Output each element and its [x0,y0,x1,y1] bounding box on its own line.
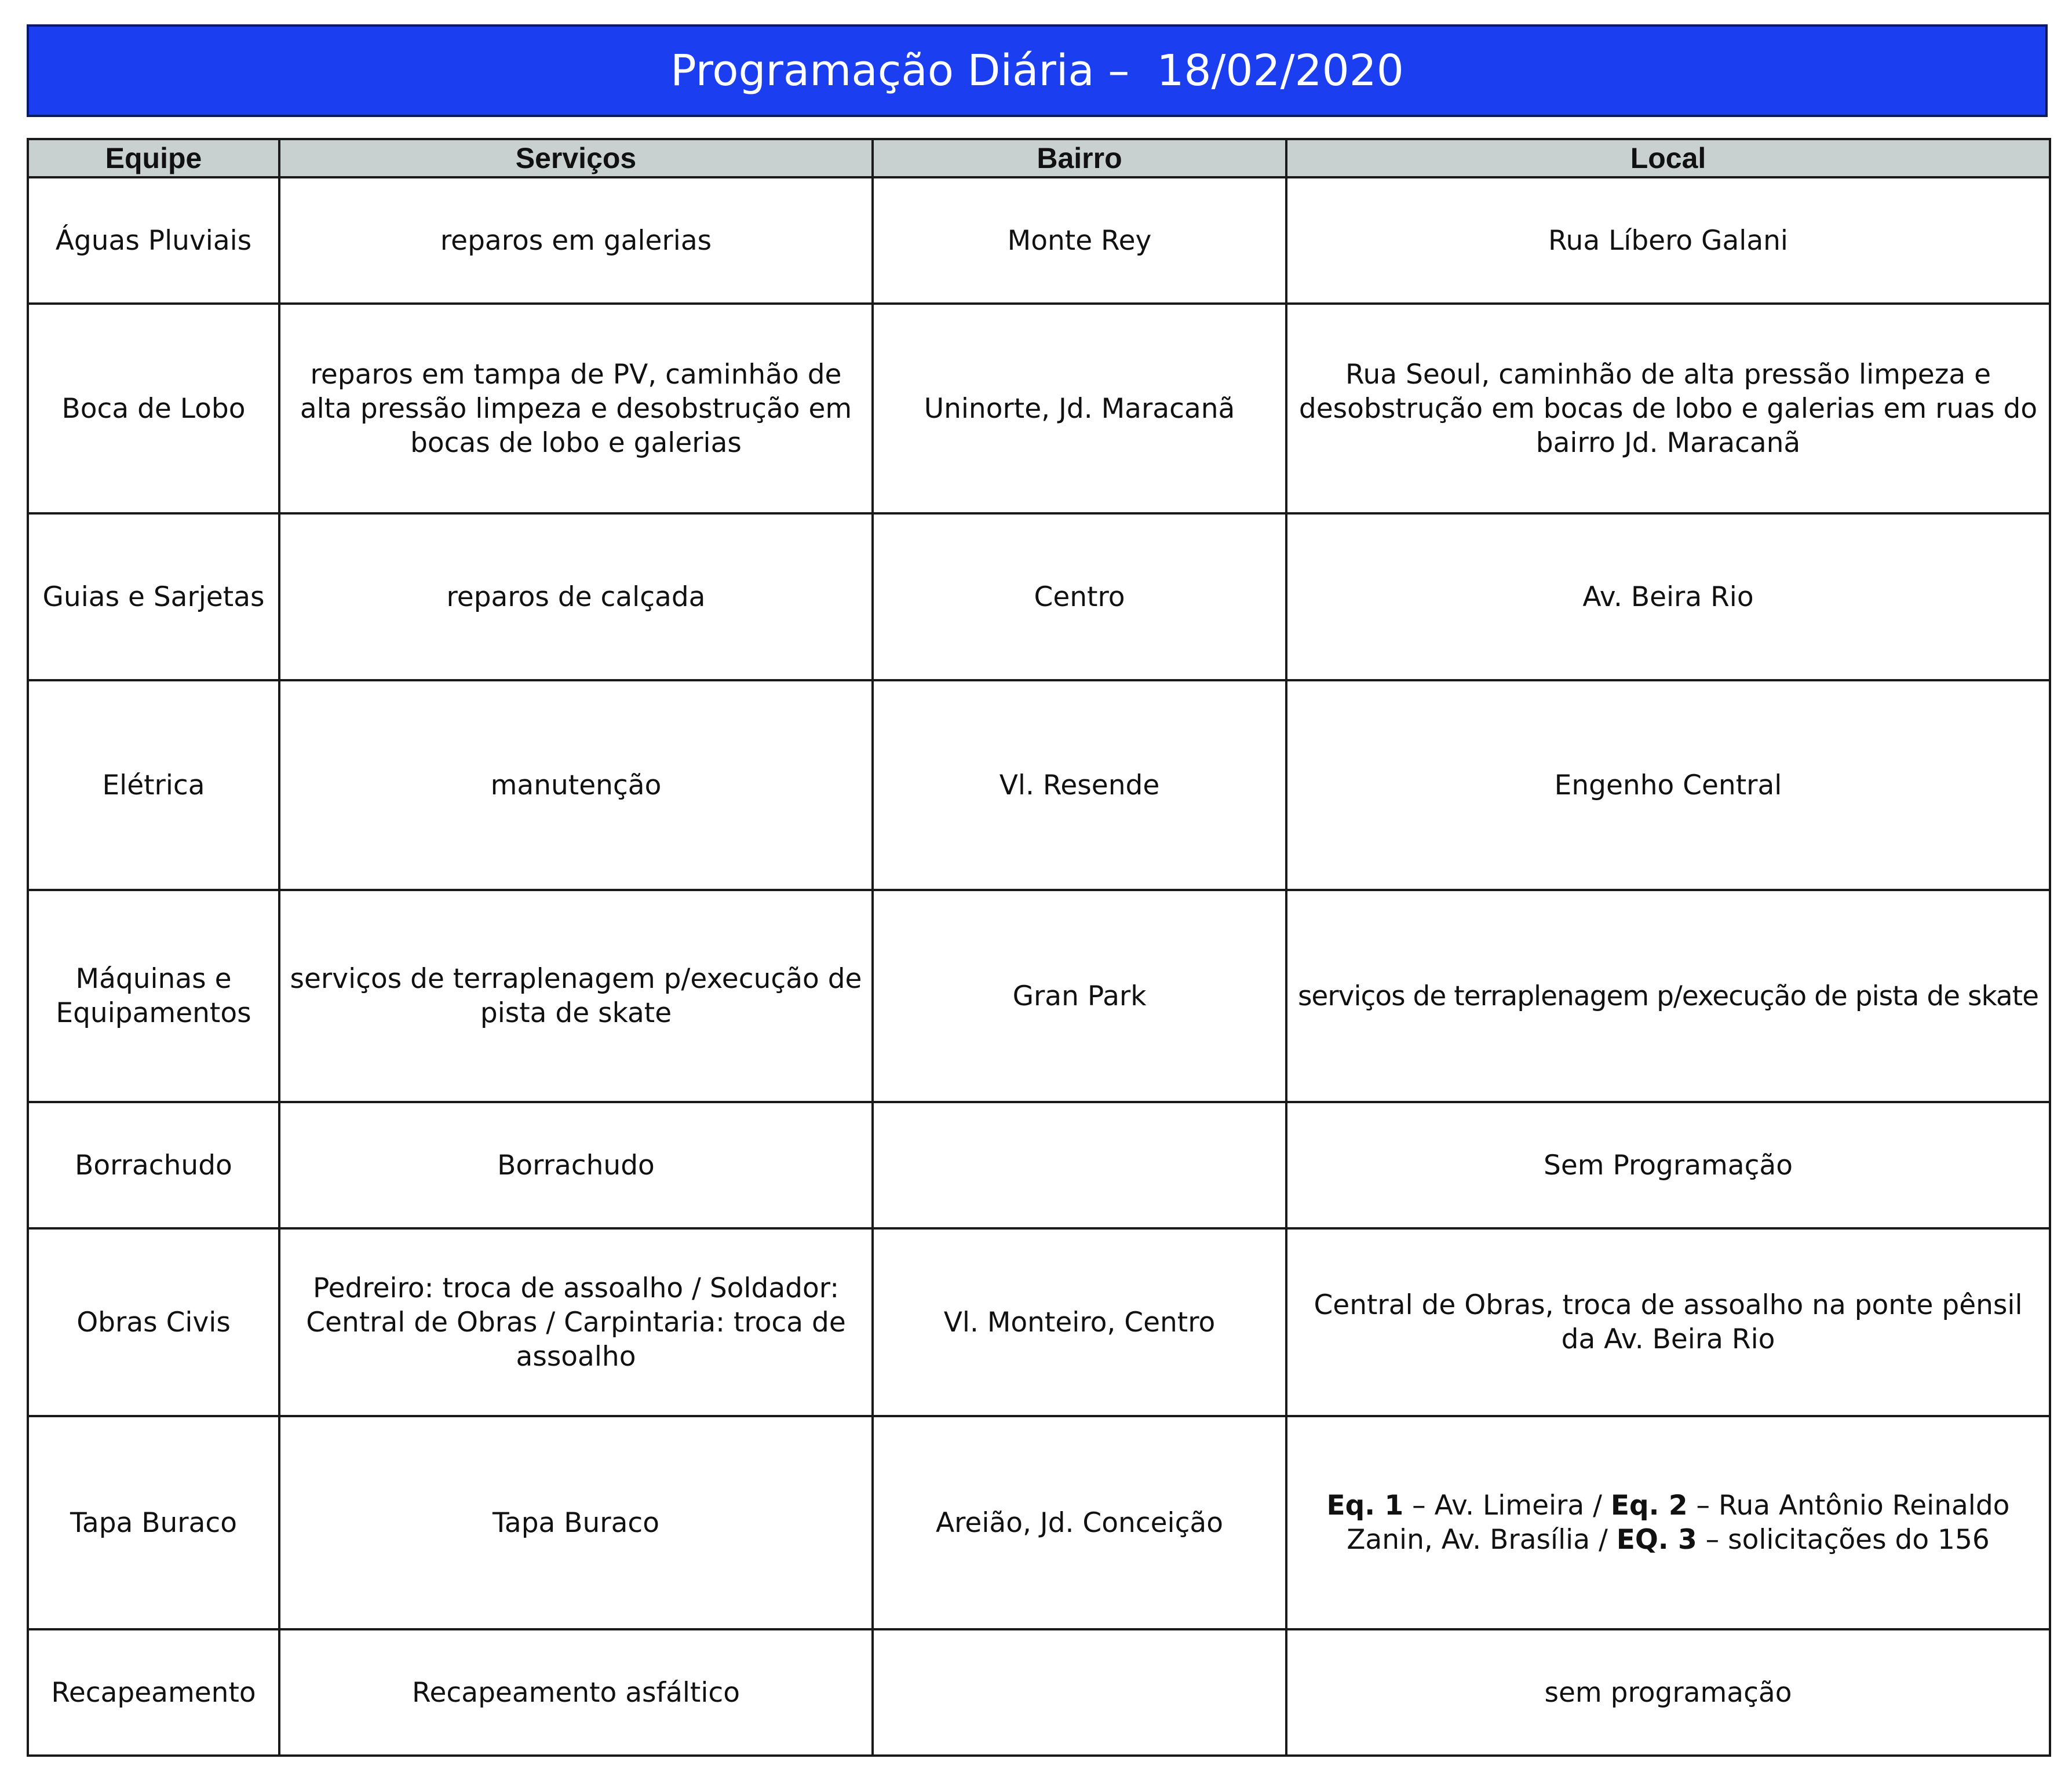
cell-equipe: Tapa Buraco [28,1416,279,1629]
schedule-table [27,138,2051,1757]
cell-servicos: reparos em tampa de PV, caminhão de alta pressão limpeza e desobstrução em bocas de lobo e galerias [279,304,873,513]
cell-servicos: reparos de calçada [279,513,873,680]
cell-bairro: Areião, Jd. Conceição [873,1416,1286,1629]
team-1-location: – Av. Limeira / [1403,1490,1611,1522]
cell-local: sem programação [1286,1629,2050,1756]
cell-bairro: Gran Park [873,890,1286,1102]
cell-local: serviços de terraplenagem p/execução de pista de skate [1286,890,2050,1102]
cell-equipe: Obras Civis [28,1228,279,1416]
cell-local: Rua Seoul, caminhão de alta pressão limpeza e desobstrução em bocas de lobo e galerias em ruas do bairro Jd. Maracanã [1286,304,2050,513]
cell-local: Rua Líbero Galani [1286,177,2050,304]
cell-bairro: Vl. Resende [873,680,1286,890]
cell-servicos: Recapeamento asfáltico [279,1629,873,1756]
cell-servicos: Tapa Buraco [279,1416,873,1629]
cell-local: Av. Beira Rio [1286,513,2050,680]
cell-equipe: Máquinas e Equipamentos [28,890,279,1102]
cell-local: Central de Obras, troca de assoalho na ponte pênsil da Av. Beira Rio [1286,1228,2050,1416]
cell-bairro [873,1629,1286,1756]
column-header-equipe: Equipe [28,139,279,177]
cell-local: Engenho Central [1286,680,2050,890]
cell-equipe: Recapeamento [28,1629,279,1756]
team-3-label: EQ. 3 [1616,1524,1697,1556]
cell-equipe: Borrachudo [28,1102,279,1228]
team-3-location: – solicitações do 156 [1697,1524,1990,1556]
team-1-label: Eq. 1 [1326,1490,1404,1522]
cell-equipe: Guias e Sarjetas [28,513,279,680]
cell-servicos: manutenção [279,680,873,890]
table-row [28,1102,2050,1228]
table-row [28,513,2050,680]
cell-bairro: Centro [873,513,1286,680]
table-row [28,1629,2050,1756]
team-2-location: – Rua Antônio Reinaldo Zanin, Av. Brasília / [1347,1490,2010,1556]
table-row [28,890,2050,1102]
cell-equipe: Boca de Lobo [28,304,279,513]
cell-servicos: reparos em galerias [279,177,873,304]
table-row [28,1416,2050,1629]
cell-servicos: Borrachudo [279,1102,873,1228]
cell-bairro: Uninorte, Jd. Maracanã [873,304,1286,513]
table-row [28,304,2050,513]
table-row [28,177,2050,304]
header-row [28,139,2050,177]
cell-bairro [873,1102,1286,1228]
cell-local: Sem Programação [1286,1102,2050,1228]
cell-bairro: Monte Rey [873,177,1286,304]
cell-equipe: Elétrica [28,680,279,890]
page-title: Programação Diária – 18/02/2020 [27,24,2048,117]
cell-local [1286,1416,2050,1629]
team-2-label: Eq. 2 [1610,1490,1688,1522]
cell-servicos: serviços de terraplenagem p/execução de pista de skate [279,890,873,1102]
column-header-local: Local [1286,139,2050,177]
cell-bairro: Vl. Monteiro, Centro [873,1228,1286,1416]
cell-servicos: Pedreiro: troca de assoalho / Soldador: Central de Obras / Carpintaria: troca de assoalho [279,1228,873,1416]
column-header-bairro: Bairro [873,139,1286,177]
table-row [28,680,2050,890]
table-row [28,1228,2050,1416]
column-header-servicos: Serviços [279,139,873,177]
cell-equipe: Águas Pluviais [28,177,279,304]
